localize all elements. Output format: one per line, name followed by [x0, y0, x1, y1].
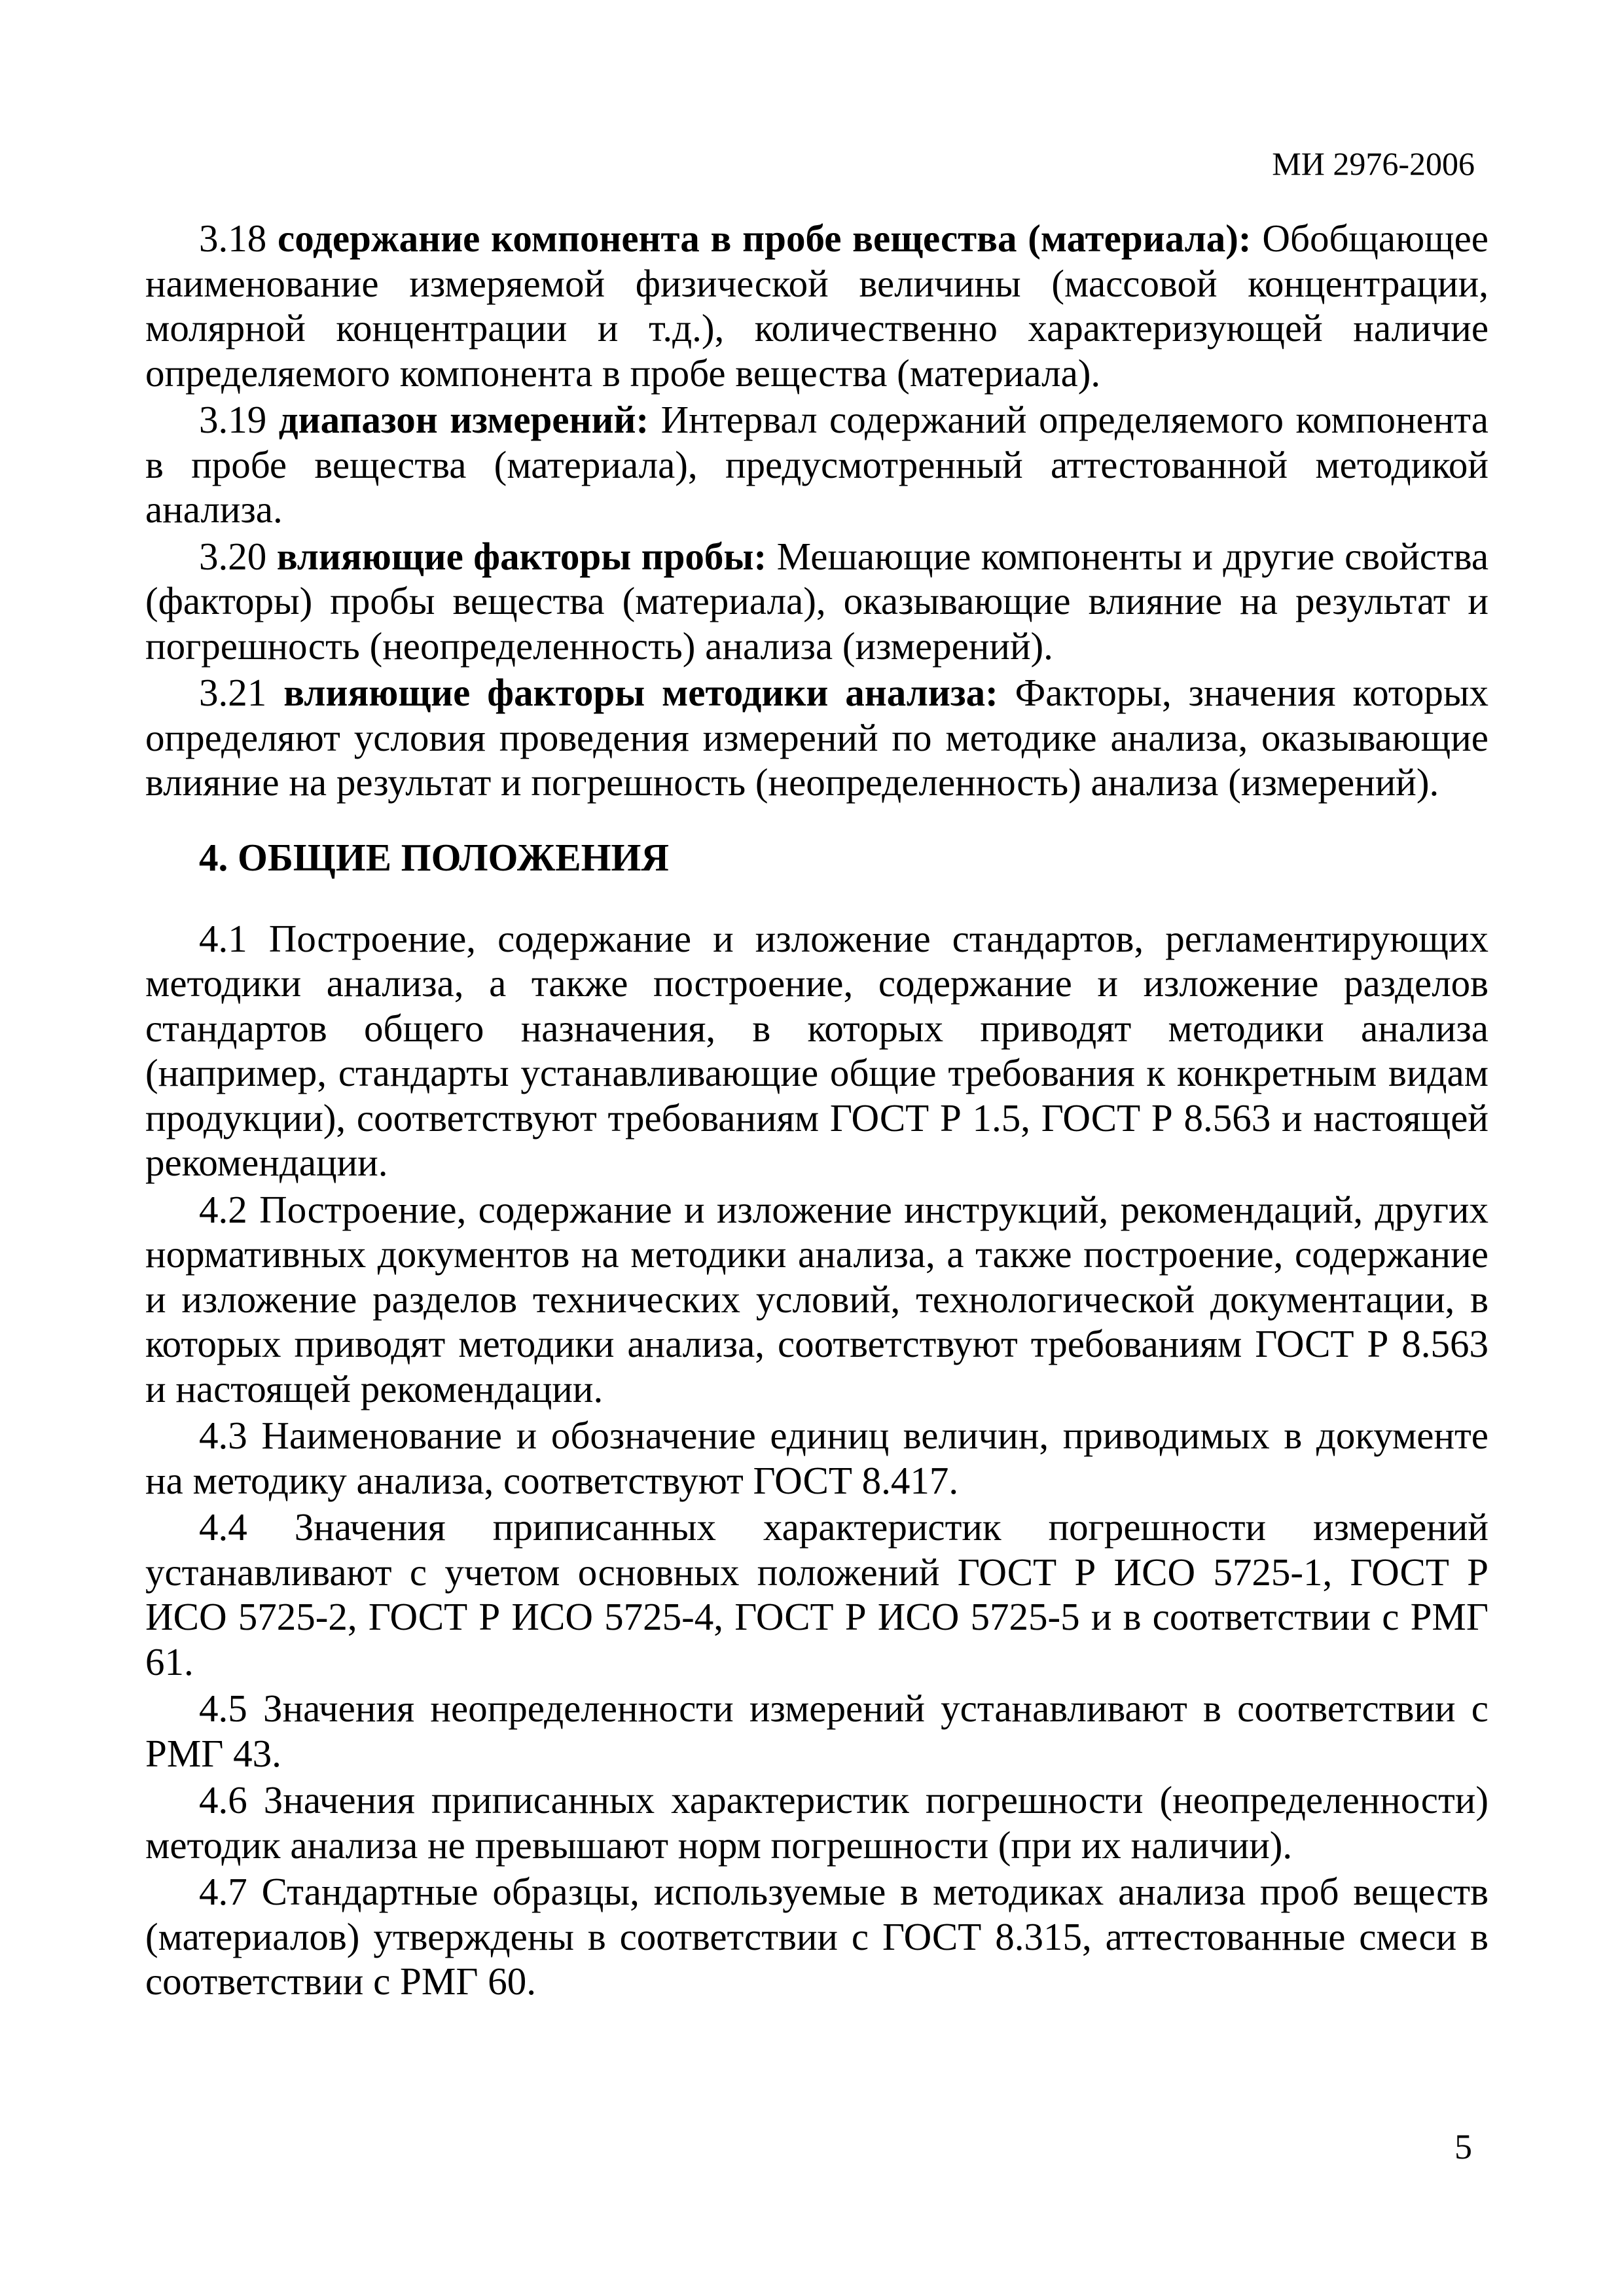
definition-text: Интервал содержаний определяемого компонента в пробе вещества (материала), предусмотренный аттестованной методикой анализа.: [145, 398, 1489, 531]
definition-3-19: [145, 397, 1489, 532]
document-body: [145, 216, 1489, 2006]
definition-term: влияющие факторы методики анализа:: [283, 671, 998, 714]
definition-text: Факторы, значения которых определяют условия проведения измерений по методике анализа, оказывающие влияние на результат и погрешность (неопределенность) анализа (измерений).: [145, 671, 1489, 804]
clause-4-2: 4.2 Построение, содержание и изложение инструкций, рекомендаций, других нормативных документов на методики анализа, а также построение, содержание и изложение разделов технических условий, технологической документации, в которых приводят методики анализа, соответствуют требованиям ГОСТ Р 8.563 и настоящей рекомендации.: [145, 1187, 1489, 1410]
definition-text: Мешающие компоненты и другие свойства (факторы) пробы вещества (материала), оказывающие влияние на результат и погрешность (неопределенность) анализа (измерений).: [145, 534, 1489, 668]
clause-4-5: 4.5 Значения неопределенности измерений устанавливают в соответствии с РМГ 43.: [145, 1687, 1489, 1775]
definition-3-21: [145, 670, 1489, 805]
definition-number: 3.19: [199, 398, 267, 441]
clause-4-1: 4.1 Построение, содержание и изложение стандартов, регламентирующих методики анализа, а также построение, содержание и изложение разделов стандартов общего назначения, в которых приводят методики анализа (например, стандарты устанавливающие общие требования к конкретным видам продукции), соответствуют требованиям ГОСТ Р 1.5, ГОСТ Р 8.563 и настоящей рекомендации.: [145, 916, 1489, 1184]
definition-term: диапазон измерений:: [278, 398, 649, 441]
definition-number: 3.20: [199, 534, 267, 578]
clause-4-7: 4.7 Стандартные образцы, используемые в методиках анализа проб веществ (материалов) утверждены в соответствии с ГОСТ 8.315, аттестованные смеси в соответствии с РМГ 60.: [145, 1870, 1489, 2003]
clause-4-6: 4.6 Значения приписанных характеристик погрешности (неопределенности) методик анализа не превышают норм погрешности (при их наличии).: [145, 1778, 1489, 1867]
clause-4-3: 4.3 Наименование и обозначение единиц величин, приводимых в документе на методику анализа, соответствуют ГОСТ 8.417.: [145, 1414, 1489, 1502]
section-heading: 4. ОБЩИЕ ПОЛОЖЕНИЯ: [199, 835, 669, 879]
definition-number: 3.21: [199, 671, 267, 714]
definition-3-18: [145, 216, 1489, 395]
page-number: 5: [1454, 2127, 1472, 2166]
definition-text: Обобщающее наименование измеряемой физической величины (массовой концентрации, молярной концентрации и т.д.), количественно характеризующей наличие определяемого компонента в пробе вещества (материала).: [145, 217, 1489, 395]
definition-number: 3.18: [199, 217, 267, 260]
definition-term: влияющие факторы пробы:: [276, 534, 767, 578]
document-code: МИ 2976-2006: [1272, 145, 1475, 182]
clause-4-4: 4.4 Значения приписанных характеристик погрешности измерений устанавливают с учетом основных положений ГОСТ Р ИСО 5725-1, ГОСТ Р ИСО 5725-2, ГОСТ Р ИСО 5725-4, ГОСТ Р ИСО 5725-5 и в соответствии с РМГ 61.: [145, 1505, 1489, 1683]
definition-3-20: [145, 534, 1489, 669]
definition-term: содержание компонента в пробе вещества (материала):: [278, 217, 1252, 260]
